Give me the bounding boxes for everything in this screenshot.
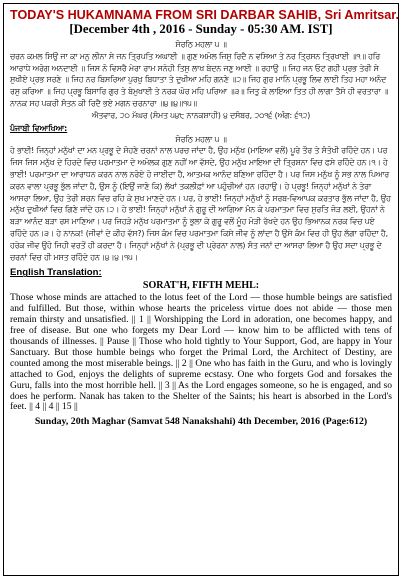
punjabi-subheading: ਸੋਰਠਿ ਮਹਲਾ ੫ ॥ xyxy=(175,134,227,144)
shabad-title: SORAT'H, FIFTH MEHL: xyxy=(142,280,260,292)
english-translation-heading: English Translation: xyxy=(10,267,102,279)
punjabi-translation-text: ਹੇ ਭਾਈ! ਜਿਨ੍ਹਾਂ ਮਨੁੱਖਾਂ ਦਾ ਮਨ ਪ੍ਰਭੂ ਦੇ ਸੋਹਣੇ ਚਰਨਾਂ ਨਾਲ ਪਰਚ ਜਾਂਦਾ ਹੈ, ਉਹ ਮਨੁੱਖ (ਮਾਇਆ ਵਲੋਂ) ਪੂਰੇ ਤੌਰ ਤੇ ਸੰਤੋਖੀ ਰਹਿੰਦੇ ਹਨ। ਪਰ ਜਿਸ ਜਿਸ ਮਨੁੱਖ ਦੇ ਹਿਰਦੇ ਵਿਚ ਪਰਮਾਤਮਾ ਦੇ ਅਮੋਲਕ ਗੁਣ ਨਹੀਂ ਆ ਵੱਸਦੇ, ਉਹ ਮਨੁੱਖ ਮਾਇਆ ਦੀ ਤ੍ਰਿਸ਼ਨਾ ਵਿਚ ਫਸੇ ਰਹਿੰਦੇ ਹਨ।੧। ਹੇ ਭਾਈ! ਪਰਮਾਤਮਾ ਦਾ ਆਰਾਧਨ ਕਰਨ ਨਾਲ ਨਰੋਏ ਹੋ ਜਾਈਦਾ ਹੈ, ਆਤਮਕ ਆਨੰਦ ਬਣਿਆ ਰਹਿੰਦਾ ਹੈ। ਪਰ ਜਿਸ ਮਨੁੱਖ ਨੂੰ ਸਭ ਨਾਲ ਪਿਆਰ ਕਰਨ ਵਾਲਾ ਪ੍ਰਭੂ ਭੁੱਲ ਜਾਂਦਾ ਹੈ, ਉਸ ਨੂੰ (ਇਉਂ ਜਾਣੋ ਕਿ) ਲੱਖਾਂ ਤਕਲੀਫ਼ਾਂ ਆ ਪਹੁੰਚੀਆਂ ਹਨ।ਰਹਾਉ। ਹੇ ਪ੍ਰਭੂ! ਜਿਨ੍ਹਾਂ ਮਨੁੱਖਾਂ ਨੇ ਤੇਰਾ ਆਸਰਾ ਲਿਆ, ਉਹ ਤੇਰੀ ਸ਼ਰਨ ਵਿਚ ਰਹਿ ਕੇ ਸੁਖ ਮਾਣਦੇ ਹਨ। ਪਰ, ਹੇ ਭਾਈ! ਜਿਨ੍ਹਾਂ ਮਨੁੱਖਾਂ ਨੂੰ ਸਰਬ-ਵਿਆਪਕ ਕਰਤਾਰ ਭੁੱਲ ਜਾਂਦਾ ਹੈ, ਉਹ ਮਨੁੱਖ ਦੁਖੀਆਂ ਵਿਚ ਗਿਣੇ ਜਾਂਦੇ ਹਨ।੨। ਹੇ ਭਾਈ! ਜਿਨ੍ਹਾਂ ਮਨੁੱਖਾਂ ਨੇ ਗੁਰੂ ਦੀ ਆਗਿਆ ਮੰਨ ਕੇ ਪਰਮਾਤਮਾ ਵਿਚ ਸੁਰਤਿ ਜੋੜ ਲਈ, ਉਹਨਾਂ ਨੇ ਬੜਾ ਆਨੰਦ ਬੜਾ ਰਸ ਮਾਣਿਆ। ਪਰ ਜਿਹੜੇ ਮਨੁੱਖ ਪਰਮਾਤਮਾ ਨੂੰ ਭੁਲਾ ਕੇ ਗੁਰੂ ਵਲੋਂ ਮੂੰਹ ਮੋੜੀ ਰੱਖਦੇ ਹਨ ਉਹ ਭਿਆਨਕ ਨਰਕ ਵਿਚ ਪਏ ਰਹਿੰਦੇ ਹਨ।੩। ਹੇ ਨਾਨਕ! (ਜੀਵਾਂ ਦੇ ਕੀਹ ਵੱਸ?) ਜਿਸ ਕੰਮ ਵਿਚ ਪਰਮਾਤਮਾ ਕਿਸੇ ਜੀਵ ਨੂੰ ਲਾਂਦਾ ਹੈ ਉਸੇ ਕੰਮ ਵਿਚ ਹੀ ਉਹ ਲੱਗਾ ਰਹਿੰਦਾ ਹੈ, ਹਰੇਕ ਜੀਵ ਉਹੋ ਜਿਹੀ ਵਰਤੋਂ ਹੀ ਕਰਦਾ ਹੈ। ਜਿਨ੍ਹਾਂ ਮਨੁੱਖਾਂ ਨੇ (ਪ੍ਰਭੂ ਦੀ ਪ੍ਰੇਰਨਾ ਨਾਲ) ਸੰਤ ਜਨਾਂ ਦਾ ਆਸਰਾ ਲਿਆ ਹੈ ਉਹ ਸਦਾ ਪ੍ਰਭੂ ਦੇ ਚਰਨਾਂ ਵਿਚ ਹੀ ਮਸਤ ਰਹਿੰਦੇ ਹਨ।੪।੪।੧੫। xyxy=(10,146,391,262)
hukamnama-page xyxy=(3,3,399,576)
footer-date-line: Sunday, 20th Maghar (Samvat 548 Nanakshahi) 4th December, 2016 (Page:612) xyxy=(34,416,368,428)
gurbani-heading: ਸੋਰਠਿ ਮਹਲਾ ੫ ॥ xyxy=(175,40,227,49)
english-translation-text: Those whose minds are attached to the lotus feet of the Lord — those humble beings are satisfied and fulfilled. But those, within whose hearts the priceless virtue does not abide — those men remain thirsty and unsatisfied. || 1 || Worshipping the Lord in adoration, one becomes happy, and free of disease. But one who forgets my Dear Lord — know him to be afflicted with tens of thousands of illnesses. || Pause || Those who hold tightly to Your Support, God, are happy in Your Sanctuary. But those humble beings who forget the Primal Lord, the Architect of Destiny, are counted among the most miserable beings. || 2 || One who has faith in the Guru, and who is lovingly attached to God, enjoys the delights of supreme ecstasy. One who forgets God and forsakes the Guru, falls into the most horrible hell. || 3 || As the Lord engages someone, so he is engaged, and so does he perform. Nanak has taken to the Shelter of the Saints; his heart is absorbed in the Lord's feet. || 4 || 4 || 15 || xyxy=(10,292,392,413)
date-header: [December 4th , 2016 - Sunday - 05:30 AM. IST] xyxy=(69,22,333,36)
gurbani-text: ਚਰਨ ਕਮਲ ਸਿਉ ਜਾ ਕਾ ਮਨੁ ਲੀਨਾ ਸੇ ਜਨ ਤ੍ਰਿਪਤਿ ਅਘਾਈ ॥ ਗੁਣ ਅਮੋਲ ਜਿਸੁ ਰਿਦੈ ਨ ਵਸਿਆ ਤੇ ਨਰ ਤ੍ਰਿਸਨ ਤ੍ਰਿਖਾਈ ॥੧॥ ਹਰਿ ਆਰਾਧੇ ਅਰੋਗ ਅਨਦਾਈ ॥ ਜਿਸ ਨੋ ਵਿਸਰੈ ਮੇਰਾ ਰਾਮ ਸਨੇਹੀ ਤਿਸੁ ਲਾਖ ਬੇਦਨ ਜਣੁ ਆਈ ॥ ਰਹਾਉ ॥ ਜਿਹ ਜਨ ਓਟ ਗਹੀ ਪ੍ਰਭ ਤੇਰੀ ਸੇ ਸੁਖੀਏ ਪ੍ਰਭ ਸਰਣੇ ॥ ਜਿਹ ਨਰ ਬਿਸਰਿਆ ਪੁਰਖੁ ਬਿਧਾਤਾ ਤੇ ਦੁਖੀਆ ਮਹਿ ਗਨਣੇ ॥੨॥ ਜਿਹ ਗੁਰ ਮਾਨਿ ਪ੍ਰਭੂ ਲਿਵ ਲਾਈ ਤਿਹ ਮਹਾ ਅਨੰਦ ਰਸੁ ਕਰਿਆ ॥ ਜਿਹ ਪ੍ਰਭੂ ਬਿਸਾਰਿ ਗੁਰ ਤੇ ਬੇਮੁਖਾਈ ਤੇ ਨਰਕ ਘੋਰ ਮਹਿ ਪਰਿਆ ॥੩॥ ਜਿਤੁ ਕੋ ਲਾਇਆ ਤਿਤ ਹੀ ਲਾਗਾ ਤੈਸੋ ਹੀ ਵਰਤਾਰਾ ॥ ਨਾਨਕ ਸਹ ਪਕਰੀ ਸੰਤਨ ਕੀ ਰਿਦੈ ਭਏ ਮਗਨ ਚਰਨਾਰਾ ॥੪॥੪॥੧੫॥ xyxy=(10,51,389,108)
gurbani-date-line: ਐਤਵਾਰ, ੨੦ ਮੱਘਰ (ਸੰਮਤ ੫੪੮ ਨਾਨਕਸ਼ਾਹੀ) ੪ ਦਸੰਬਰ, ੨੦੧੬ (ਅੰਗ: ੬੧੨) xyxy=(91,110,311,120)
punjabi-translation-heading: ਪੰਜਾਬੀ ਵਿਆਖਿਆ: xyxy=(10,123,68,133)
page-title: TODAY'S HUKAMNAMA FROM SRI DARBAR SAHIB, Sri Amritsar. xyxy=(10,8,400,22)
